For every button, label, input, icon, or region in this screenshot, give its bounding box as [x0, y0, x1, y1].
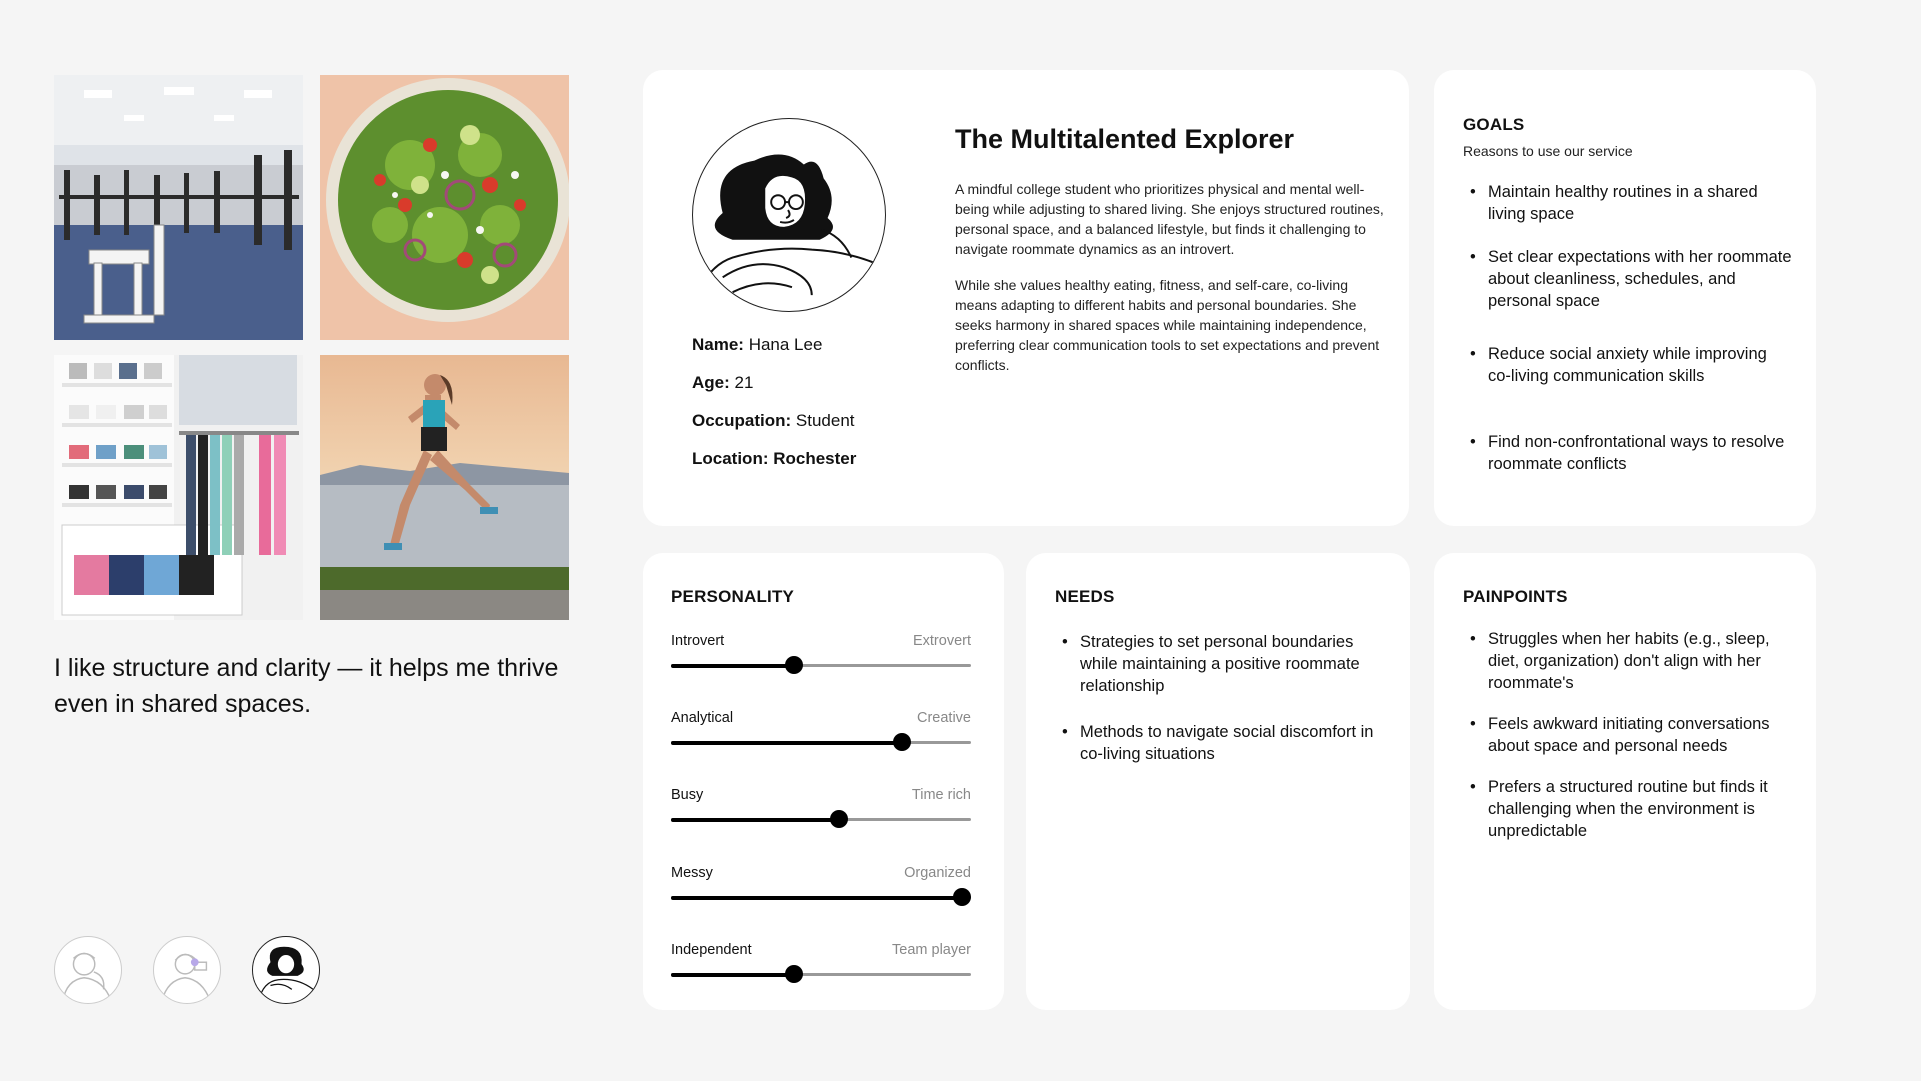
- persona-2-avatar[interactable]: [153, 936, 221, 1004]
- persona-3-avatar[interactable]: [252, 936, 320, 1004]
- occupation-row: Occupation: Student: [692, 411, 855, 430]
- painpoints-list: [1463, 628, 1795, 842]
- persona-portrait: [692, 118, 886, 312]
- needs-card: [1026, 553, 1410, 1010]
- slider-right-label: Extrovert: [912, 633, 971, 649]
- painpoint-item: • Prefers a structured routine but finds it challenging when the environment is unpredictable: [1463, 776, 1795, 842]
- slider-fill: [671, 664, 794, 668]
- salad-photo: [320, 75, 569, 340]
- persona-1-avatar[interactable]: [54, 936, 122, 1004]
- age-row: Age: 21: [692, 373, 754, 392]
- slider-track[interactable]: [671, 664, 971, 667]
- goals-list: [1463, 181, 1793, 475]
- persona-description-1: A mindful college student who prioritizes physical and mental well-being while adjusting to shared living. She enjoys structured routines, personal space, and a balanced lifestyle, but finds it challenging to navigate roommate dynamics as an introvert.: [955, 181, 1384, 257]
- slider-fill: [671, 973, 794, 977]
- goal-item: • Find non-confrontational ways to resolve roommate conflicts: [1463, 431, 1793, 475]
- slider-knob[interactable]: [785, 965, 803, 983]
- slider-fill: [671, 896, 962, 900]
- need-item: • Methods to navigate social discomfort in co-living situations: [1055, 721, 1385, 765]
- painpoint-item: • Struggles when her habits (e.g., sleep, diet, organization) don't align with her roommate's: [1463, 628, 1795, 694]
- slider-left-label: Analytical: [671, 710, 734, 726]
- slider-left-label: Introvert: [671, 633, 725, 649]
- painpoints-title: PAINPOINTS: [1463, 587, 1568, 606]
- slider-knob[interactable]: [830, 810, 848, 828]
- slider-fill: [671, 741, 902, 745]
- persona-title: The Multitalented Explorer: [955, 124, 1295, 154]
- slider-left-label: Independent: [671, 942, 752, 958]
- closet-photo: [54, 355, 303, 620]
- slider-left-label: Messy: [671, 865, 713, 881]
- goal-item: • Set clear expectations with her roommate about cleanliness, schedules, and personal space: [1463, 246, 1793, 312]
- name-row: Name: Hana Lee: [692, 335, 823, 354]
- slider-knob[interactable]: [953, 888, 971, 906]
- needs-title: NEEDS: [1055, 587, 1115, 606]
- slider-track[interactable]: [671, 818, 971, 821]
- painpoint-item: • Feels awkward initiating conversations about space and personal needs: [1463, 713, 1795, 757]
- personality-slider[interactable]: [671, 633, 971, 667]
- slider-right-label: Creative: [917, 710, 971, 726]
- slider-track[interactable]: [671, 973, 971, 976]
- goals-subtitle: Reasons to use our service: [1463, 143, 1633, 159]
- slider-right-label: Organized: [904, 865, 971, 881]
- personality-slider[interactable]: [671, 710, 971, 744]
- goals-title: GOALS: [1463, 115, 1525, 134]
- slider-knob[interactable]: [893, 733, 911, 751]
- slider-track[interactable]: [671, 896, 971, 899]
- goal-item: • Maintain healthy routines in a shared living space: [1463, 181, 1793, 225]
- slider-right-label: Time rich: [911, 787, 971, 803]
- slider-right-label: Team player: [892, 942, 971, 958]
- personality-slider[interactable]: [671, 942, 971, 976]
- needs-list: [1055, 631, 1385, 765]
- goal-item: • Reduce social anxiety while improving co-living communication skills: [1463, 343, 1793, 387]
- personality-slider[interactable]: [671, 787, 971, 821]
- slider-knob[interactable]: [785, 656, 803, 674]
- runner-photo: [320, 355, 569, 620]
- persona-quote: I like structure and clarity — it helps me thrive even in shared spaces.: [54, 654, 559, 718]
- personality-title: PERSONALITY: [671, 587, 795, 606]
- location-row: Location: Rochester: [692, 449, 857, 468]
- persona-description-2: While she values healthy eating, fitness, and self-care, co-living means adapting to different habits and personal boundaries. She seeks harmony in shared spaces while maintaining independence, preferring clear communication tools to set expectations and prevent conflicts.: [955, 277, 1380, 373]
- gym-photo: [54, 75, 303, 340]
- personality-slider[interactable]: [671, 865, 971, 899]
- slider-fill: [671, 818, 839, 822]
- slider-left-label: Busy: [671, 787, 704, 803]
- need-item: • Strategies to set personal boundaries while maintaining a positive roommate relationship: [1055, 631, 1385, 697]
- slider-track[interactable]: [671, 741, 971, 744]
